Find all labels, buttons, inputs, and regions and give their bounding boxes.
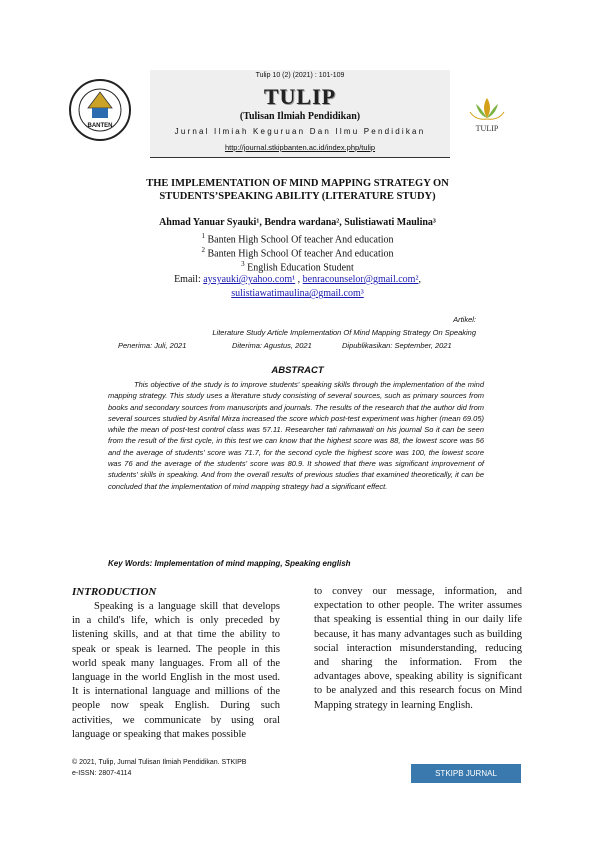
affiliation-2-sup: 2 bbox=[201, 246, 205, 254]
journal-url-link[interactable]: http://journal.stkipbanten.ac.id/index.php/tulip bbox=[224, 143, 376, 152]
copyright: © 2021, Tulip, Jurnal Tulisan Ilmiah Pendidikan. STKIPB bbox=[72, 759, 247, 766]
header-divider bbox=[150, 157, 450, 158]
email-comma: , bbox=[418, 274, 421, 285]
keywords-label: Key Words: bbox=[108, 559, 153, 568]
stkip-logo-text: BANTEN bbox=[87, 123, 113, 129]
article-label: Artikel: bbox=[453, 315, 476, 324]
introduction-heading: INTRODUCTION bbox=[72, 586, 157, 598]
affiliation-2 bbox=[60, 246, 535, 259]
email-link-2[interactable]: benracounselor@gmail.com² bbox=[302, 274, 419, 285]
affiliation-3 bbox=[60, 260, 535, 273]
journal-volume-info: Tulip 10 (2) (2021) : 101-109 bbox=[255, 72, 345, 79]
affiliation-3-text: English Education Student bbox=[247, 262, 354, 274]
affiliation-3-sup: 3 bbox=[241, 260, 245, 268]
footer bbox=[72, 757, 246, 779]
email-link-1[interactable]: aysyauki@yahoo.com¹ bbox=[203, 274, 296, 285]
affiliation-1-sup: 1 bbox=[201, 232, 205, 240]
keywords bbox=[108, 559, 484, 568]
paper-title-line1: THE IMPLEMENTATION OF MIND MAPPING STRATEGY ON bbox=[146, 178, 449, 189]
paper-title-line2: STUDENTS’SPEAKING ABILITY (LITERATURE STUDY) bbox=[159, 191, 436, 202]
accepted-date: Diterima: Agustus, 2021 bbox=[232, 341, 312, 350]
email-separator: , bbox=[295, 274, 303, 285]
introduction-column-1: Speaking is a language skill that develops in a child's life, which is only preceded by listening skills, and at that time the ability to speak or speak is learned. The people in this world speak many languages. From all of the language in the world English in the most used. It is international language and millions of the people now speak English. During such activities, we communicate by using oral language or speaking that makes possible bbox=[72, 601, 280, 740]
email-line bbox=[60, 274, 535, 285]
affiliation-1-text: Banten High School Of teacher And education bbox=[207, 234, 394, 246]
journal-subtitle: (Tulisan Ilmiah Pendidikan) bbox=[239, 111, 361, 122]
stkipb-journal-badge[interactable]: STKIPB JURNAL bbox=[411, 764, 521, 783]
published-date: Dipublikasikan: September, 2021 bbox=[342, 341, 452, 350]
abstract-heading: ABSTRACT bbox=[271, 365, 324, 376]
authors: Ahmad Yanuar Syauki¹, Bendra wardana², Sulistiawati Maulina³ bbox=[159, 217, 436, 228]
keywords-text: Implementation of mind mapping, Speaking english bbox=[152, 559, 351, 568]
email-line-2 bbox=[60, 288, 535, 299]
journal-description: Jurnal Ilmiah Keguruan Dan Ilmu Pendidikan bbox=[174, 127, 426, 136]
introduction-column-2: to convey our message, information, and expectation to other people. The writer assumes that speaking is essential thing in our daily life because, it has many advantages such as building social interaction misunderstanding, reducing and sharing the information. From the advantages above, speaking ability is significant to be analyzed and this research focus on Mind Mapping strategy in learning English. bbox=[314, 586, 522, 711]
affiliation-2-text: Banten High School Of teacher And education bbox=[207, 248, 394, 260]
email-link-3[interactable]: sulistiawatimaulina@gmail.com³ bbox=[231, 288, 364, 299]
journal-title: TULIP bbox=[263, 84, 337, 109]
affiliation-1 bbox=[60, 232, 535, 245]
email-label: Email: bbox=[174, 274, 201, 285]
paper-title bbox=[90, 177, 505, 203]
article-type: Literature Study Article Implementation Of Mind Mapping Strategy On Speaking bbox=[212, 328, 476, 337]
tulip-logo bbox=[462, 94, 512, 140]
received-date: Penerima: Juli, 2021 bbox=[118, 341, 187, 350]
stkip-banten-logo bbox=[68, 78, 132, 142]
tulip-logo-text: TULIP bbox=[475, 124, 499, 133]
issn: e-ISSN: 2807-4114 bbox=[72, 770, 132, 777]
abstract-body: This objective of the study is to improve students' speaking skills through the implementation of the mind mapping strategy. This study uses a literature study consisting of several sources, such as primary sources from books and secondary sources from manuscripts and journals. The results of the research that the author did from several sources studied by Asrifal Mirza increased the score which post-test experiment was higher (mean 69.05) while the mean of post-test control class was 57.11. Researcher tati rahmawati on his journal So it can be seen from the result of the first cycle, in this test we can know that the highest score was 88, the lowest score was 56 and the average of students' score was 71.7, for the second cycle the highest score was 100, the lowest score was 76 and the average of the students' score was 80.9. It showed that there was significant improvement of students' skills in speaking. And from the overall results of previous studies that examined theoretically, it can be concluded that the implementation of mind mapping strategy had a significant effect. bbox=[108, 380, 484, 491]
